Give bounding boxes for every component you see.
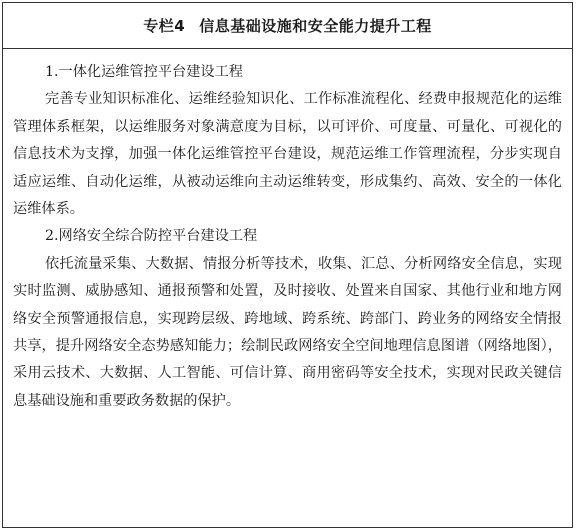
box-label: 专栏4 (143, 17, 186, 35)
section-2-heading: 2.网络安全综合防控平台建设工程 (45, 228, 258, 245)
section-1-body: 完善专业知识标准化、运维经验知识化、工作标准流程化、经费申报规范化的运维管理体系框架，以运维服务对象满意度为目标，以可评价、可度量、可量化、可视化的信息技术为支撑，加强一体化运维管控平台建设，规范运维工作管理流程，分步实现自适应运维、自动化运维，从被动运维向主动运维转变，形成集约、高效、安全的一体化运维体系。 (13, 91, 562, 218)
box-title-row (3, 3, 572, 49)
feature-box (2, 2, 573, 528)
box-title: 信息基础设施和安全能力提升工程 (199, 17, 432, 35)
box-content (3, 49, 572, 415)
section-2-body: 依托流量采集、大数据、情报分析等技术，收集、汇总、分析网络安全信息，实现实时监测、威胁感知、通报预警和处置，及时接收、处置来自国家、其他行业和地方网络安全预警通报信息，实现跨层级、跨地域、跨系统、跨部门、跨业务的网络安全情报共享，提升网络安全态势感知能力；绘制民政网络安全空间地理信息图谱（网络地图），采用云技术、大数据、人工智能、可信计算、商用密码等安全技术，实现对民政关键信息基础设施和重要政务数据的保护。 (13, 255, 562, 409)
section-1-heading: 1.一体化运维管控平台建设工程 (45, 64, 243, 80)
